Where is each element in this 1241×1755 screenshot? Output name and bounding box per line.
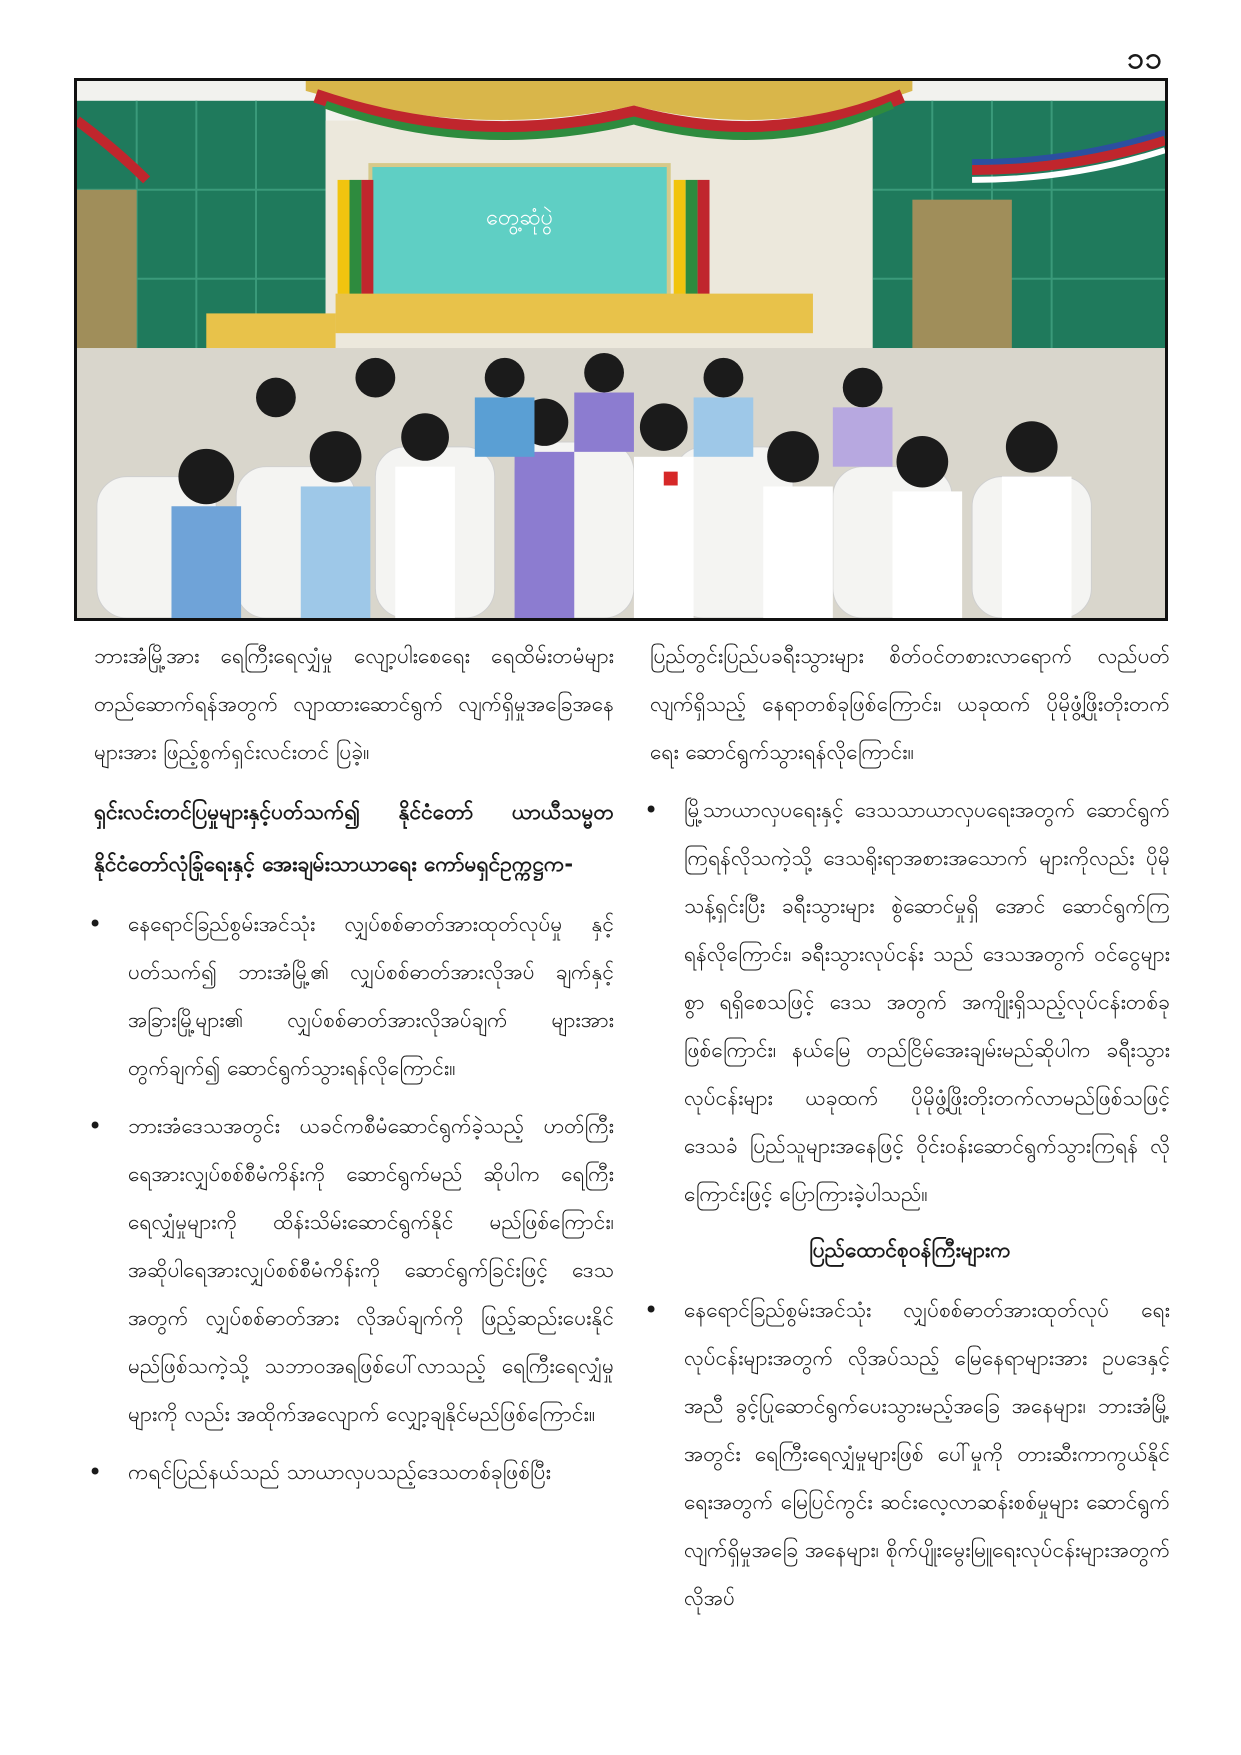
left-intro-paragraph: ဘားအံမြို့အား ရေကြီးရေလျှံမှု လျော့ပါးစေရေး ရေထိမ်းတမံများ တည်ဆောက်ရန်အတွက် လျာထားဆောင်ရွက် လျက်ရှိမှုအခြေအနေများအား ဖြည့်စွက်ရှင်းလင်းတင် ပြခဲ့။ (94, 644, 614, 764)
meeting-hall-photo (74, 78, 1168, 621)
list-item (94, 1448, 614, 1496)
meeting-hall-illustration (77, 81, 1165, 618)
bullet-text: • ကရင်ပြည်နယ်သည် သာယာလှပသည့်ဒေသတစ်ခုဖြစ်ပြီး (128, 1460, 551, 1484)
right-continuation-paragraph: ပြည်တွင်းပြည်ပခရီးသွားများ စိတ်ဝင်တစားလာရောက် လည်ပတ်လျက်ရှိသည့် နေရာတစ်ခုဖြစ်ကြောင်း၊ ယခုထက် ပိုမိုဖွံ့ဖြိုးတိုးတက်ရေး ဆောင်ရွက်သွားရန်လိုကြောင်း။ (650, 644, 1170, 764)
right-bullet-list-top (650, 786, 1170, 1218)
right-section-heading: ပြည်ထောင်စုဝန်ကြီးများက (809, 1238, 1011, 1262)
right-column (650, 632, 1170, 1628)
list-item (94, 900, 614, 1092)
list-item (650, 1286, 1170, 1622)
left-column (94, 632, 614, 1502)
left-section-heading: ရှင်းလင်းတင်ပြမှုများနှင့်ပတ်သက်၍ နိုင်ငံတော် ယာယီသမ္မတ နိုင်ငံတော်လုံခြုံရေးနှင့် အေးချမ်းသာယာရေး ကော်မရှင်ဥက္ကဋ္ဌက- (94, 800, 614, 876)
bullet-text: • နေရောင်ခြည်စွမ်းအင်သုံး လျှပ်စစ်ဓာတ်အားထုတ်လုပ်မှု နှင့်ပတ်သက်၍ ဘားအံမြို့၏ လျှပ်စစ်ဓာတ်အားလိုအပ် ချက်နှင့် အခြားမြို့များ၏ လျှပ်စစ်ဓာတ်အားလိုအပ်ချက် များအား တွက်ချက်၍ ဆောင်ရွက်သွားရန်လိုကြောင်း။ (128, 912, 614, 1080)
right-bullet-list-bottom (650, 1286, 1170, 1622)
left-bullet-list (94, 900, 614, 1496)
bullet-text: • မြို့သာယာလှပရေးနှင့် ဒေသသာယာလှပရေးအတွက် ဆောင်ရွက်ကြရန်လိုသကဲ့သို့ ဒေသရိုးရာအစားအသောက် များကိုလည်း ပိုမိုသန့်ရှင်းပြီး ခရီးသွားများ စွဲဆောင်မှုရှိ အောင် ဆောင်ရွက်ကြရန်လိုကြောင်း၊ ခရီးသွားလုပ်ငန်း သည် ဒေသအတွက် ဝင်ငွေများစွာ ရရှိစေသဖြင့် ဒေသ အတွက် အကျိုးရှိသည့်လုပ်ငန်းတစ်ခုဖြစ်ကြောင်း၊ နယ်မြေ တည်ငြိမ်အေးချမ်းမည်ဆိုပါက ခရီးသွားလုပ်ငန်းများ ယခုထက် ပိုမိုဖွံ့ဖြိုးတိုးတက်လာမည်ဖြစ်သဖြင့် ဒေသခံ ပြည်သူများအနေဖြင့် ဝိုင်းဝန်းဆောင်ရွက်သွားကြရန် လိုကြောင်းဖြင့် ပြောကြားခဲ့ပါသည်။ (684, 798, 1170, 1206)
list-item (650, 786, 1170, 1218)
list-item (94, 1102, 614, 1438)
bullet-text: • နေရောင်ခြည်စွမ်းအင်သုံး လျှပ်စစ်ဓာတ်အားထုတ်လုပ် ရေးလုပ်ငန်းများအတွက် လိုအပ်သည့် မြေနေရာများအား ဥပဒေနှင့်အညီ ခွင့်ပြုဆောင်ရွက်ပေးသွားမည့်အခြေ အနေများ၊ ဘားအံမြို့အတွင်း ရေကြီးရေလျှံမှုများဖြစ် ပေါ်မှုကို တားဆီးကာကွယ်နိုင်ရေးအတွက် မြေပြင်ကွင်း ဆင်းလေ့လာဆန်းစစ်မှုများ ဆောင်ရွက်လျက်ရှိမှုအခြေ အနေများ၊ စိုက်ပျိုးမွေးမြူရေးလုပ်ငန်းများအတွက် လိုအပ် (684, 1298, 1170, 1610)
screen-title: တွေ့ဆုံပွဲ (486, 205, 553, 231)
bullet-text: • ဘားအံဒေသအတွင်း ယခင်ကစီမံဆောင်ရွက်ခဲ့သည့် ဟတ်ကြီးရေအားလျှပ်စစ်စီမံကိန်းကို ဆောင်ရွက်မည် ဆိုပါက ရေကြီးရေလျှံမှုများကို ထိန်းသိမ်းဆောင်ရွက်နိုင် မည်ဖြစ်ကြောင်း၊ အဆိုပါရေအားလျှပ်စစ်စီမံကိန်းကို ဆောင်ရွက်ခြင်းဖြင့် ဒေသအတွက် လျှပ်စစ်ဓာတ်အား လိုအပ်ချက်ကို ဖြည့်ဆည်းပေးနိုင်မည်ဖြစ်သကဲ့သို့ သဘာဝအရဖြစ်ပေါ်လာသည့် ရေကြီးရေလျှံမှုများကို လည်း အထိုက်အလျောက် လျှော့ချနိုင်မည်ဖြစ်ကြောင်း။ (128, 1114, 614, 1426)
page-number: ၁၁ (1127, 41, 1163, 76)
